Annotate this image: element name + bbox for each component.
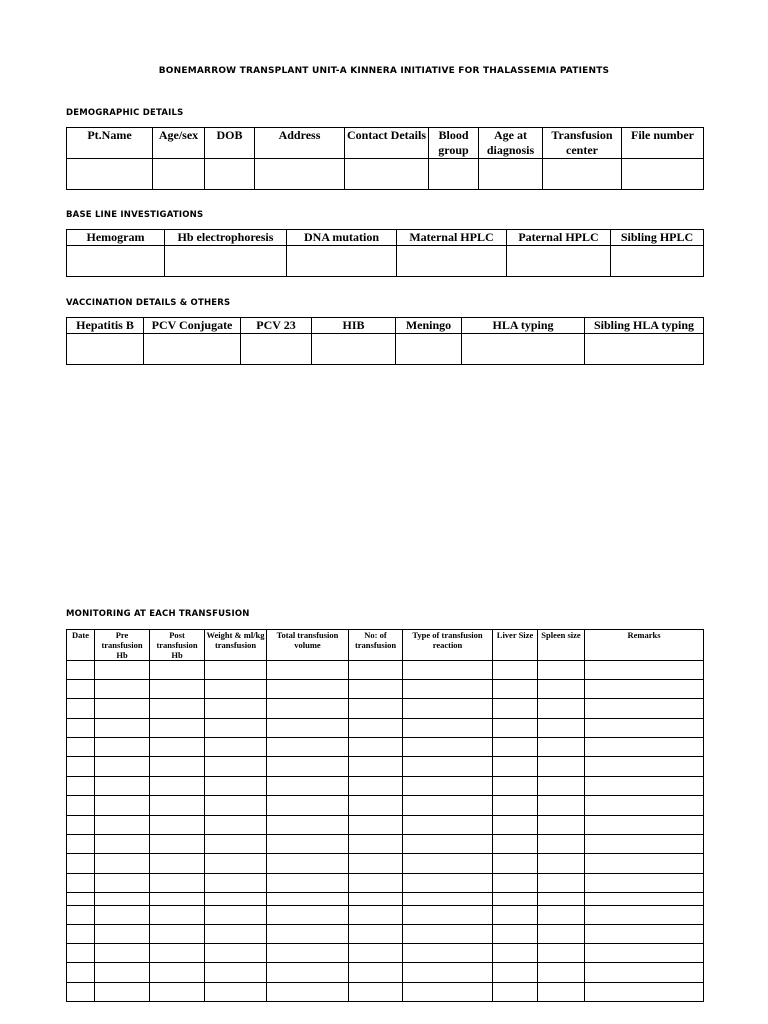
- entry-cell[interactable]: [67, 334, 144, 365]
- entry-cell[interactable]: [95, 816, 150, 835]
- column-header: File number: [622, 128, 704, 159]
- entry-cell[interactable]: [267, 925, 349, 944]
- entry-cell[interactable]: [538, 963, 585, 983]
- entry-cell[interactable]: [493, 777, 538, 796]
- column-header: Remarks: [585, 630, 704, 661]
- entry-cell[interactable]: [67, 796, 95, 816]
- entry-cell[interactable]: [403, 719, 493, 738]
- entry-cell[interactable]: [403, 874, 493, 893]
- entry-cell[interactable]: [95, 680, 150, 699]
- column-header: Transfusion center: [543, 128, 622, 159]
- document-title: BONEMARROW TRANSPLANT UNIT-A KINNERA INITIATIVE FOR THALASSEMIA PATIENTS: [158, 66, 610, 76]
- table-row: [67, 893, 704, 906]
- entry-cell[interactable]: [67, 906, 95, 925]
- entry-cell[interactable]: [150, 963, 205, 983]
- entry-cell[interactable]: [493, 816, 538, 835]
- column-header: Post transfusion Hb: [150, 630, 205, 661]
- entry-cell[interactable]: [267, 944, 349, 963]
- entry-cell[interactable]: [241, 334, 312, 365]
- entry-cell[interactable]: [585, 906, 704, 925]
- entry-cell[interactable]: [267, 796, 349, 816]
- entry-cell[interactable]: [349, 906, 403, 925]
- entry-cell[interactable]: [349, 944, 403, 963]
- entry-cell[interactable]: [95, 854, 150, 874]
- entry-cell[interactable]: [95, 738, 150, 757]
- entry-cell[interactable]: [349, 925, 403, 944]
- entry-cell[interactable]: [205, 893, 267, 906]
- entry-cell[interactable]: [67, 874, 95, 893]
- entry-cell[interactable]: [150, 944, 205, 963]
- column-header: DNA mutation: [287, 230, 397, 246]
- entry-cell[interactable]: [150, 835, 205, 854]
- table-row: [67, 925, 704, 944]
- entry-cell[interactable]: [585, 835, 704, 854]
- entry-cell[interactable]: [403, 835, 493, 854]
- entry-cell[interactable]: [267, 816, 349, 835]
- entry-cell[interactable]: [95, 835, 150, 854]
- column-header: PCV 23: [241, 318, 312, 334]
- entry-cell[interactable]: [493, 661, 538, 680]
- entry-cell[interactable]: [95, 925, 150, 944]
- entry-cell[interactable]: [543, 159, 622, 190]
- entry-cell[interactable]: [95, 906, 150, 925]
- entry-cell[interactable]: [585, 983, 704, 1002]
- entry-cell[interactable]: [493, 680, 538, 699]
- table-row: [67, 777, 704, 796]
- entry-cell[interactable]: [538, 661, 585, 680]
- entry-cell[interactable]: [493, 738, 538, 757]
- entry-cell[interactable]: [493, 854, 538, 874]
- entry-cell[interactable]: [585, 944, 704, 963]
- entry-cell[interactable]: [585, 925, 704, 944]
- table-row: [67, 963, 704, 983]
- entry-cell[interactable]: [267, 874, 349, 893]
- entry-cell[interactable]: [611, 246, 704, 277]
- entry-cell[interactable]: [205, 777, 267, 796]
- entry-cell[interactable]: [150, 983, 205, 1002]
- table-row: [67, 796, 704, 816]
- entry-cell[interactable]: [95, 699, 150, 719]
- column-header: Spleen size: [538, 630, 585, 661]
- column-header: Sibling HLA typing: [585, 318, 704, 334]
- entry-cell[interactable]: [67, 893, 95, 906]
- entry-cell[interactable]: [585, 757, 704, 777]
- entry-cell[interactable]: [205, 906, 267, 925]
- column-header: PCV Conjugate: [144, 318, 241, 334]
- column-header: Hepatitis B: [67, 318, 144, 334]
- column-header: Hb electrophoresis: [165, 230, 287, 246]
- entry-cell[interactable]: [267, 699, 349, 719]
- entry-cell[interactable]: [267, 661, 349, 680]
- column-header: Weight & ml/kg transfusion: [205, 630, 267, 661]
- entry-cell[interactable]: [493, 963, 538, 983]
- table-row: [67, 906, 704, 925]
- entry-cell[interactable]: [493, 835, 538, 854]
- entry-cell[interactable]: [150, 719, 205, 738]
- entry-cell[interactable]: [67, 835, 95, 854]
- entry-cell[interactable]: [95, 777, 150, 796]
- entry-cell[interactable]: [349, 680, 403, 699]
- entry-cell[interactable]: [397, 246, 507, 277]
- entry-cell[interactable]: [67, 246, 165, 277]
- entry-cell[interactable]: [585, 699, 704, 719]
- entry-cell[interactable]: [622, 159, 704, 190]
- entry-cell[interactable]: [287, 246, 397, 277]
- entry-cell[interactable]: [585, 738, 704, 757]
- entry-cell[interactable]: [67, 719, 95, 738]
- entry-cell[interactable]: [396, 334, 462, 365]
- vaccination-table: [66, 317, 704, 365]
- table-row: [67, 835, 704, 854]
- entry-cell[interactable]: [429, 159, 479, 190]
- entry-cell[interactable]: [538, 906, 585, 925]
- entry-cell[interactable]: [349, 719, 403, 738]
- entry-cell[interactable]: [95, 893, 150, 906]
- column-header: Pre transfusion Hb: [95, 630, 150, 661]
- table-row: [67, 680, 704, 699]
- entry-cell[interactable]: [150, 777, 205, 796]
- column-header: Address: [255, 128, 345, 159]
- entry-cell[interactable]: [205, 661, 267, 680]
- entry-cell[interactable]: [205, 796, 267, 816]
- entry-cell[interactable]: [403, 944, 493, 963]
- entry-cell[interactable]: [585, 796, 704, 816]
- entry-cell[interactable]: [95, 796, 150, 816]
- monitoring-rows: [67, 661, 704, 1002]
- vaccination-heading: VACCINATION DETAILS & OTHERS: [66, 298, 231, 308]
- entry-cell[interactable]: [205, 738, 267, 757]
- table-row: [67, 854, 704, 874]
- column-header: No: of transfusion: [349, 630, 403, 661]
- entry-cell[interactable]: [585, 816, 704, 835]
- entry-cell[interactable]: [585, 777, 704, 796]
- entry-cell[interactable]: [267, 738, 349, 757]
- entry-cell[interactable]: [538, 893, 585, 906]
- entry-cell[interactable]: [150, 680, 205, 699]
- entry-cell[interactable]: [585, 680, 704, 699]
- entry-cell[interactable]: [205, 874, 267, 893]
- entry-cell[interactable]: [403, 680, 493, 699]
- entry-cell[interactable]: [538, 874, 585, 893]
- entry-cell[interactable]: [493, 757, 538, 777]
- entry-cell[interactable]: [349, 835, 403, 854]
- entry-cell[interactable]: [403, 816, 493, 835]
- column-header: Hemogram: [67, 230, 165, 246]
- entry-cell[interactable]: [585, 874, 704, 893]
- entry-cell[interactable]: [205, 835, 267, 854]
- entry-cell[interactable]: [403, 738, 493, 757]
- column-header: Pt.Name: [67, 128, 153, 159]
- table-row: [67, 874, 704, 893]
- entry-cell[interactable]: [493, 944, 538, 963]
- entry-cell[interactable]: [403, 906, 493, 925]
- entry-cell[interactable]: [95, 719, 150, 738]
- entry-cell[interactable]: [67, 854, 95, 874]
- entry-cell[interactable]: [67, 680, 95, 699]
- entry-cell[interactable]: [205, 925, 267, 944]
- table-row: [67, 816, 704, 835]
- column-header: Meningo: [396, 318, 462, 334]
- entry-cell[interactable]: [585, 719, 704, 738]
- table-row: [67, 661, 704, 680]
- column-header: Type of transfusion reaction: [403, 630, 493, 661]
- entry-cell[interactable]: [538, 796, 585, 816]
- entry-cell[interactable]: [585, 661, 704, 680]
- entry-cell[interactable]: [403, 699, 493, 719]
- entry-cell[interactable]: [150, 925, 205, 944]
- entry-cell[interactable]: [493, 796, 538, 816]
- column-header: Age at diagnosis: [479, 128, 543, 159]
- entry-cell[interactable]: [585, 893, 704, 906]
- table-row: [67, 944, 704, 963]
- entry-cell[interactable]: [150, 854, 205, 874]
- entry-cell[interactable]: [403, 661, 493, 680]
- entry-cell[interactable]: [349, 893, 403, 906]
- entry-cell[interactable]: [493, 893, 538, 906]
- demographic-heading: DEMOGRAPHIC DETAILS: [66, 108, 184, 118]
- entry-cell[interactable]: [403, 893, 493, 906]
- entry-cell[interactable]: [349, 757, 403, 777]
- entry-cell[interactable]: [67, 983, 95, 1002]
- entry-cell[interactable]: [95, 963, 150, 983]
- column-header: Contact Details: [345, 128, 429, 159]
- entry-cell[interactable]: [538, 757, 585, 777]
- entry-cell[interactable]: [349, 854, 403, 874]
- entry-cell[interactable]: [150, 699, 205, 719]
- entry-cell[interactable]: [150, 796, 205, 816]
- table-row: [67, 699, 704, 719]
- table-row: [67, 757, 704, 777]
- entry-cell[interactable]: [67, 699, 95, 719]
- baseline-heading: BASE LINE INVESTIGATIONS: [66, 210, 204, 220]
- entry-cell[interactable]: [349, 816, 403, 835]
- entry-cell[interactable]: [150, 816, 205, 835]
- entry-cell[interactable]: [67, 661, 95, 680]
- column-header: Maternal HPLC: [397, 230, 507, 246]
- monitoring-table: [66, 629, 704, 1002]
- column-header: Total transfusion volume: [267, 630, 349, 661]
- entry-cell[interactable]: [150, 906, 205, 925]
- entry-cell[interactable]: [267, 835, 349, 854]
- column-header: HIB: [312, 318, 396, 334]
- entry-cell[interactable]: [403, 757, 493, 777]
- entry-cell[interactable]: [67, 963, 95, 983]
- column-header: HLA typing: [462, 318, 585, 334]
- entry-cell[interactable]: [205, 963, 267, 983]
- entry-cell[interactable]: [67, 738, 95, 757]
- entry-cell[interactable]: [403, 854, 493, 874]
- entry-cell[interactable]: [538, 925, 585, 944]
- entry-cell[interactable]: [345, 159, 429, 190]
- entry-cell[interactable]: [403, 983, 493, 1002]
- entry-cell[interactable]: [205, 719, 267, 738]
- entry-cell[interactable]: [205, 757, 267, 777]
- column-header: Blood group: [429, 128, 479, 159]
- entry-cell[interactable]: [205, 159, 255, 190]
- entry-cell[interactable]: [267, 757, 349, 777]
- entry-cell[interactable]: [403, 925, 493, 944]
- entry-cell[interactable]: [95, 944, 150, 963]
- entry-cell[interactable]: [538, 854, 585, 874]
- table-row: [67, 246, 704, 277]
- entry-cell[interactable]: [267, 963, 349, 983]
- table-row: [67, 334, 704, 365]
- entry-cell[interactable]: [462, 334, 585, 365]
- entry-cell[interactable]: [267, 719, 349, 738]
- entry-cell[interactable]: [267, 777, 349, 796]
- entry-cell[interactable]: [538, 983, 585, 1002]
- entry-cell[interactable]: [150, 738, 205, 757]
- entry-cell[interactable]: [493, 719, 538, 738]
- entry-cell[interactable]: [538, 835, 585, 854]
- entry-cell[interactable]: [205, 854, 267, 874]
- entry-cell[interactable]: [153, 159, 205, 190]
- entry-cell[interactable]: [144, 334, 241, 365]
- entry-cell[interactable]: [205, 680, 267, 699]
- entry-cell[interactable]: [205, 699, 267, 719]
- entry-cell[interactable]: [493, 699, 538, 719]
- entry-cell[interactable]: [493, 906, 538, 925]
- column-header: Sibling HPLC: [611, 230, 704, 246]
- entry-cell[interactable]: [349, 699, 403, 719]
- entry-cell[interactable]: [538, 777, 585, 796]
- entry-cell[interactable]: [538, 699, 585, 719]
- entry-cell[interactable]: [349, 738, 403, 757]
- entry-cell[interactable]: [349, 777, 403, 796]
- entry-cell[interactable]: [585, 963, 704, 983]
- entry-cell[interactable]: [538, 944, 585, 963]
- entry-cell[interactable]: [585, 334, 704, 365]
- entry-cell[interactable]: [349, 874, 403, 893]
- entry-cell[interactable]: [267, 854, 349, 874]
- entry-cell[interactable]: [349, 661, 403, 680]
- entry-cell[interactable]: [267, 906, 349, 925]
- entry-cell[interactable]: [403, 963, 493, 983]
- entry-cell[interactable]: [95, 661, 150, 680]
- column-header: Liver Size: [493, 630, 538, 661]
- entry-cell[interactable]: [267, 983, 349, 1002]
- entry-cell[interactable]: [67, 925, 95, 944]
- entry-cell[interactable]: [165, 246, 287, 277]
- entry-cell[interactable]: [95, 983, 150, 1002]
- entry-cell[interactable]: [538, 738, 585, 757]
- entry-cell[interactable]: [67, 816, 95, 835]
- monitoring-heading: MONITORING AT EACH TRANSFUSION: [66, 609, 250, 619]
- entry-cell[interactable]: [493, 983, 538, 1002]
- entry-cell[interactable]: [479, 159, 543, 190]
- entry-cell[interactable]: [585, 854, 704, 874]
- entry-cell[interactable]: [67, 159, 153, 190]
- table-row: [67, 719, 704, 738]
- table-row: [67, 738, 704, 757]
- entry-cell[interactable]: [538, 680, 585, 699]
- table-row: [67, 983, 704, 1002]
- entry-cell[interactable]: [493, 925, 538, 944]
- entry-cell[interactable]: [67, 777, 95, 796]
- column-header: Age/sex: [153, 128, 205, 159]
- entry-cell[interactable]: [150, 893, 205, 906]
- entry-cell[interactable]: [538, 816, 585, 835]
- entry-cell[interactable]: [150, 757, 205, 777]
- entry-cell[interactable]: [95, 757, 150, 777]
- column-header: DOB: [205, 128, 255, 159]
- entry-cell[interactable]: [150, 661, 205, 680]
- entry-cell[interactable]: [255, 159, 345, 190]
- entry-cell[interactable]: [403, 796, 493, 816]
- entry-cell[interactable]: [205, 944, 267, 963]
- column-header: Paternal HPLC: [507, 230, 611, 246]
- baseline-table: [66, 229, 704, 277]
- entry-cell[interactable]: [403, 777, 493, 796]
- entry-cell[interactable]: [349, 796, 403, 816]
- entry-cell[interactable]: [205, 983, 267, 1002]
- table-row: [67, 159, 704, 190]
- entry-cell[interactable]: [507, 246, 611, 277]
- entry-cell[interactable]: [312, 334, 396, 365]
- entry-cell[interactable]: [493, 874, 538, 893]
- entry-cell[interactable]: [349, 963, 403, 983]
- entry-cell[interactable]: [267, 893, 349, 906]
- entry-cell[interactable]: [150, 874, 205, 893]
- entry-cell[interactable]: [349, 983, 403, 1002]
- column-header: Date: [67, 630, 95, 661]
- entry-cell[interactable]: [538, 719, 585, 738]
- entry-cell[interactable]: [95, 874, 150, 893]
- demographic-table: [66, 127, 704, 190]
- entry-cell[interactable]: [267, 680, 349, 699]
- entry-cell[interactable]: [67, 757, 95, 777]
- entry-cell[interactable]: [205, 816, 267, 835]
- entry-cell[interactable]: [67, 944, 95, 963]
